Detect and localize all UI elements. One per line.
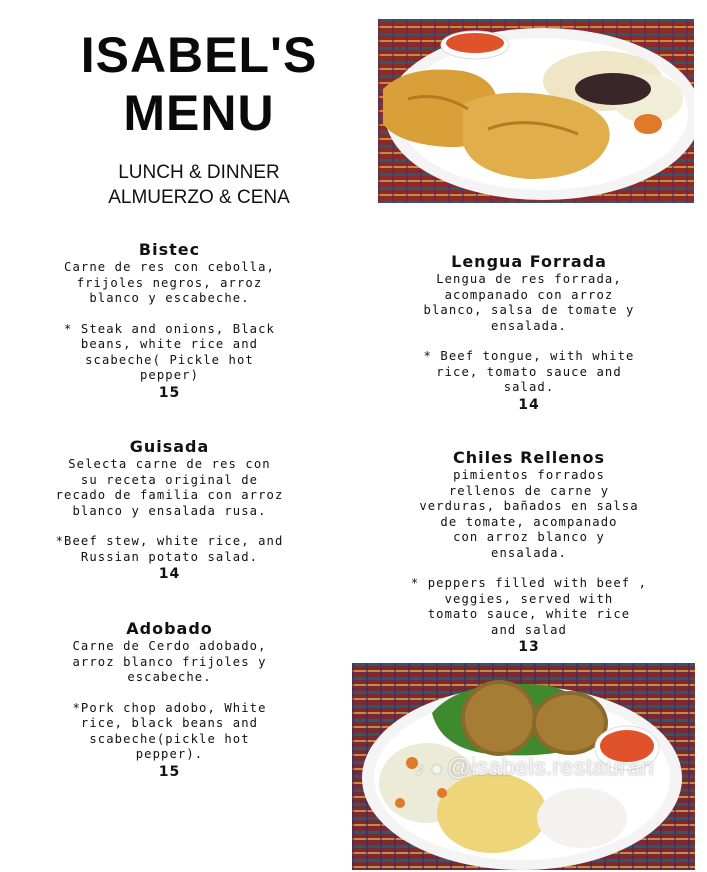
item-description-es: Carne de Cerdo adobado, arroz blanco frijoles y escabeche. <box>72 639 267 684</box>
menu-item-lengua-forrada <box>405 252 653 414</box>
item-description-es: Lengua de res forrada, acompanado con arroz blanco, salsa de tomate y ensalada. <box>423 272 635 333</box>
item-price: 15 <box>158 763 181 780</box>
item-description-es: Selecta carne de res con su receta original de recado de familia con arroz blanco y ensalada rusa. <box>55 457 284 518</box>
item-description-en: * Steak and onions, Black beans, white rice and scabeche( Pickle hot pepper) <box>64 321 275 382</box>
menu-title <box>78 26 320 142</box>
title-line-2: MENU <box>123 85 275 141</box>
item-name: Adobado <box>126 619 213 638</box>
item-description-en: *Beef stew, white rice, and Russian potato salad. <box>55 534 284 564</box>
item-name: Chiles Rellenos <box>453 448 605 467</box>
item-description-en: * peppers filled with beef , veggies, served with tomato sauce, white rice and salad <box>410 576 648 637</box>
title-line-1: ISABEL'S <box>80 27 318 83</box>
item-description-en: *Pork chop adobo, White rice, black beans and scabeche(pickle hot pepper). <box>72 700 267 761</box>
menu-item-chiles-rellenos <box>405 448 653 656</box>
item-price: 13 <box>518 639 540 655</box>
item-name: Guisada <box>129 437 210 456</box>
tiktok-watermark <box>415 754 654 782</box>
watermark-handle: @isabels.restauran <box>446 754 654 781</box>
item-description-en: * Beef tongue, with white rice, tomato sauce and salad. <box>423 349 635 394</box>
menu-item-adobado <box>42 619 297 781</box>
item-price: 14 <box>518 396 540 413</box>
food-photo-top <box>378 19 694 203</box>
item-name: Bistec <box>138 240 201 259</box>
subtitle-line-2: ALMUERZO & CENA <box>108 187 290 208</box>
menu-subtitle <box>78 160 320 210</box>
menu-item-guisada <box>42 437 297 583</box>
subtitle-line-1: LUNCH & DINNER <box>118 162 280 183</box>
item-price: 15 <box>158 384 181 401</box>
menu-item-bistec <box>42 240 297 402</box>
item-name: Lengua Forrada <box>451 252 607 271</box>
item-price: 14 <box>158 566 181 582</box>
item-description-es: Carne de res con cebolla, frijoles negros, arroz blanco y escabeche. <box>64 260 275 305</box>
tiktok-icon: ♪ ● <box>415 758 443 780</box>
item-description-es: pimientos forrados rellenos de carne y verduras, bañados en salsa de tomate, acompanado con arroz blanco y ensalada. <box>419 468 639 560</box>
